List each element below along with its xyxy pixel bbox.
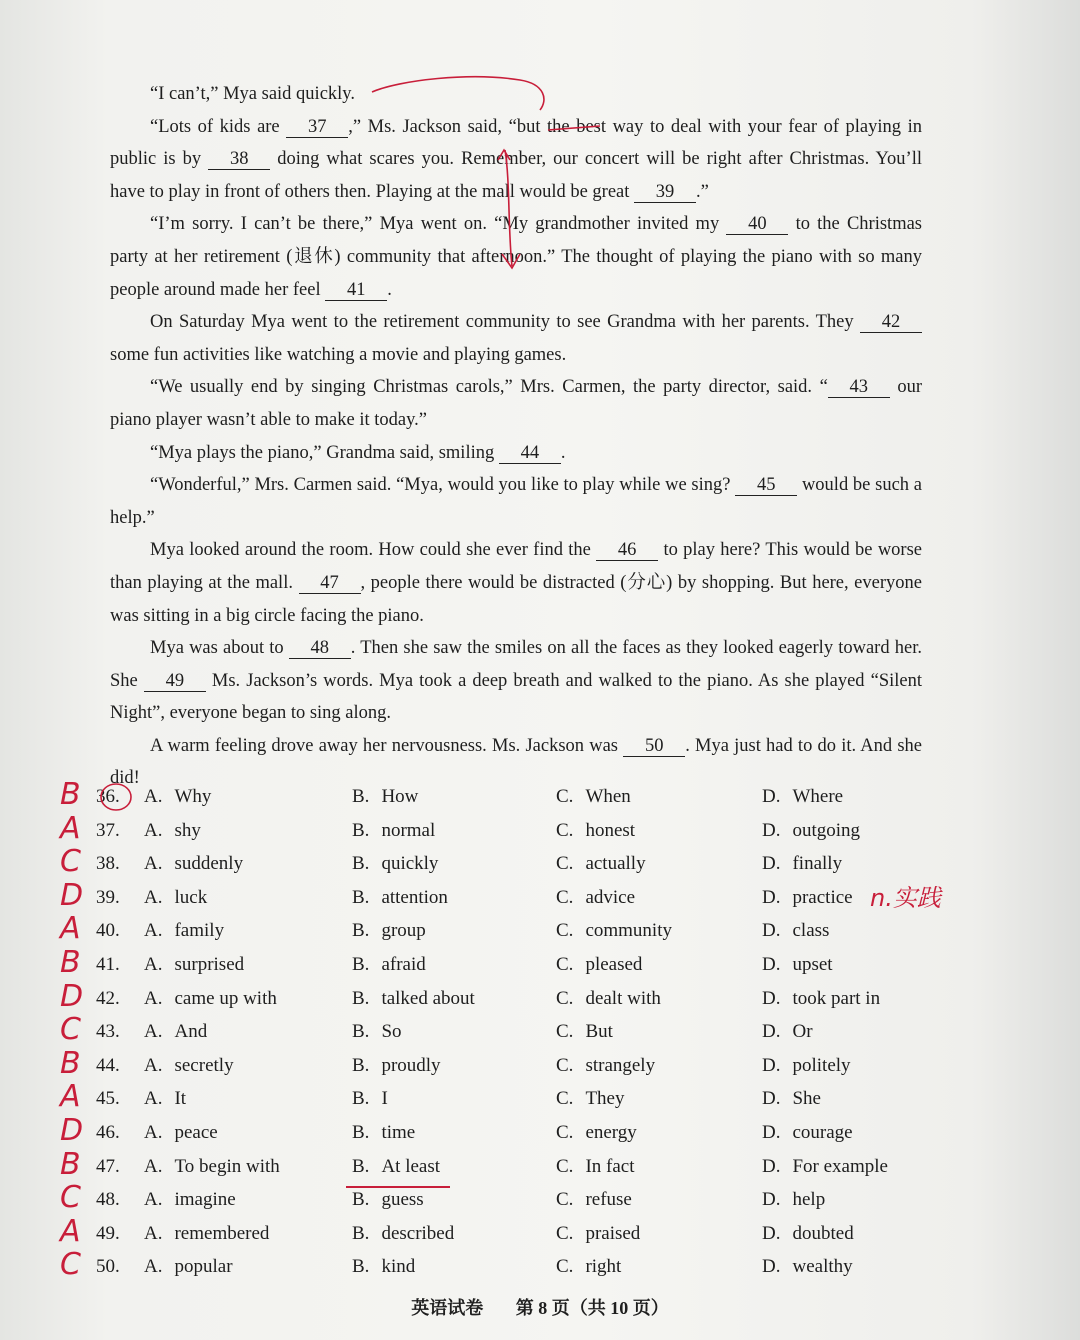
option-letter: B. <box>352 786 370 807</box>
option-letter: C. <box>556 1088 574 1110</box>
footer-page-number: 第 8 页（共 10 页） <box>515 1298 669 1318</box>
paragraph-4 <box>110 306 922 371</box>
option-a[interactable] <box>144 1150 280 1184</box>
option-b[interactable] <box>352 914 426 948</box>
text: ,” Ms. Jackson said, “but the best way to deal with your fear of playing in public is by <box>110 116 922 170</box>
blank-50[interactable]: 50 <box>623 736 685 757</box>
option-b[interactable] <box>352 881 448 915</box>
question-row <box>60 1045 996 1083</box>
option-text: I <box>381 1088 388 1110</box>
option-letter: C. <box>556 1021 574 1043</box>
option-letter: D. <box>762 819 781 841</box>
paragraph-2 <box>110 111 922 209</box>
option-a[interactable] <box>144 780 211 814</box>
option-text: wealthy <box>792 1256 853 1278</box>
option-c[interactable] <box>556 1183 632 1217</box>
option-letter: B. <box>352 1088 370 1110</box>
option-text: took part in <box>792 987 881 1009</box>
option-letter: A. <box>144 1021 163 1043</box>
blank-42[interactable]: 42 <box>860 312 922 333</box>
blank-45[interactable]: 45 <box>735 475 797 496</box>
option-text: They <box>585 1088 625 1110</box>
option-b[interactable] <box>352 1015 402 1049</box>
question-number: 49. <box>96 1222 120 1244</box>
answer-mark: C <box>60 1012 81 1048</box>
question-row <box>60 1180 996 1217</box>
text: On Saturday Mya went to the retirement community to see Grandma with her parents. They <box>150 312 860 333</box>
option-letter: A. <box>144 1054 163 1076</box>
text: Mya looked around the room. How could she ever find the <box>150 540 597 561</box>
option-text: afraid <box>381 953 426 975</box>
question-number: 42. <box>96 987 120 1009</box>
option-text: proudly <box>381 1054 441 1076</box>
answer-mark: B <box>60 1045 81 1081</box>
option-d[interactable] <box>762 1250 853 1284</box>
option-d[interactable] <box>762 1183 825 1217</box>
blank-46[interactable]: 46 <box>596 540 658 561</box>
question-number: 46. <box>96 1121 120 1143</box>
option-letter: D. <box>762 953 781 975</box>
option-c[interactable] <box>556 1250 621 1284</box>
option-b[interactable] <box>352 1250 415 1284</box>
option-letter: B. <box>352 1189 370 1211</box>
question-number: 39. <box>96 886 120 908</box>
option-letter: C. <box>556 1222 574 1244</box>
option-a[interactable] <box>144 1183 236 1217</box>
question-row <box>60 1079 996 1116</box>
option-letter: D. <box>762 1189 781 1211</box>
option-d[interactable] <box>762 1015 813 1049</box>
option-d[interactable] <box>762 881 853 915</box>
option-text: But <box>585 1021 613 1043</box>
option-text: energy <box>585 1121 637 1143</box>
option-letter: C. <box>556 1155 574 1177</box>
option-b[interactable] <box>352 1116 415 1150</box>
option-d[interactable] <box>762 1049 851 1083</box>
option-b[interactable] <box>352 1082 388 1116</box>
question-row <box>60 844 996 881</box>
option-letter: A. <box>144 886 163 908</box>
option-text: class <box>792 920 830 942</box>
text: A warm feeling drove away her nervousness. Ms. Jackson was <box>150 735 624 756</box>
option-b[interactable] <box>352 948 426 982</box>
option-text: imagine <box>174 1189 236 1211</box>
option-text: upset <box>792 953 833 975</box>
option-letter: D. <box>762 853 781 875</box>
question-number: 50. <box>96 1256 120 1278</box>
question-number: 44. <box>96 1054 120 1076</box>
option-d[interactable] <box>762 780 843 814</box>
text: “I’m sorry. I can’t be there,” Mya went on. “My grandmother invited my <box>150 214 727 235</box>
option-letter: A. <box>144 953 163 975</box>
option-text: came up with <box>174 987 277 1009</box>
option-letter: D. <box>762 786 781 807</box>
option-b[interactable] <box>352 1150 440 1184</box>
question-options <box>60 777 996 1284</box>
question-row <box>60 978 996 1016</box>
option-text: refuse <box>585 1189 632 1211</box>
option-a[interactable] <box>144 914 224 948</box>
option-text: Why <box>174 786 212 807</box>
option-text: remembered <box>174 1222 270 1244</box>
option-text: family <box>174 920 225 942</box>
option-a[interactable] <box>144 814 201 848</box>
text: “We usually end by singing Christmas carols,” Mrs. Carmen, the party director, said. “ <box>150 377 828 398</box>
option-text: honest <box>585 819 636 841</box>
answer-mark: B <box>60 944 81 980</box>
option-c[interactable] <box>556 1082 624 1116</box>
option-text: To begin with <box>174 1155 280 1177</box>
question-number: 40. <box>96 920 120 942</box>
option-d[interactable] <box>762 814 860 848</box>
option-b[interactable] <box>352 1049 441 1083</box>
option-letter: D. <box>762 1155 781 1177</box>
option-text: pleased <box>585 953 643 975</box>
option-text: finally <box>792 853 843 875</box>
option-text: community <box>585 920 672 942</box>
option-text: described <box>381 1222 455 1244</box>
option-letter: B. <box>352 819 370 841</box>
text: . <box>387 279 392 300</box>
option-letter: A. <box>144 819 163 841</box>
option-letter: C. <box>556 1054 574 1076</box>
option-text: For example <box>792 1155 888 1177</box>
option-text: In fact <box>585 1155 635 1177</box>
answer-mark: A <box>60 810 81 846</box>
text: , people there would be distracted (分心) by shopping. But here, everyone was sitting in a big circle facing the piano. <box>110 572 922 626</box>
option-letter: A. <box>144 1222 163 1244</box>
option-letter: B. <box>352 1054 370 1076</box>
option-d[interactable] <box>762 847 842 881</box>
option-letter: C. <box>556 786 574 807</box>
option-d[interactable] <box>762 1116 853 1150</box>
option-text: normal <box>381 819 436 841</box>
answer-mark: D <box>60 1112 84 1148</box>
option-a[interactable] <box>144 1116 218 1150</box>
answer-mark: D <box>60 978 84 1014</box>
answer-mark: D <box>60 877 84 913</box>
text: .” <box>696 181 709 202</box>
option-text: How <box>381 786 419 807</box>
question-number: 36. <box>96 786 120 807</box>
paragraph-7 <box>110 469 922 534</box>
option-letter: B. <box>352 987 370 1009</box>
blank-44[interactable]: 44 <box>499 443 561 464</box>
paragraph-8 <box>110 534 922 632</box>
option-c[interactable] <box>556 847 646 881</box>
option-text: secretly <box>174 1054 234 1076</box>
option-letter: B. <box>352 1121 370 1143</box>
question-row <box>60 1012 996 1049</box>
option-c[interactable] <box>556 914 672 948</box>
option-text: doubted <box>792 1222 854 1244</box>
question-row <box>60 944 996 982</box>
blank-48[interactable]: 48 <box>289 638 351 659</box>
option-text: peace <box>174 1121 218 1143</box>
option-text: practice <box>792 886 853 908</box>
option-text: shy <box>174 819 201 841</box>
option-letter: C. <box>556 886 574 908</box>
option-d[interactable] <box>762 1150 888 1184</box>
option-letter: B. <box>352 953 370 975</box>
option-text: When <box>585 786 631 807</box>
option-text: quickly <box>381 853 439 875</box>
option-text: right <box>585 1256 622 1278</box>
text: “Wonderful,” Mrs. Carmen said. “Mya, would you like to play while we sing? <box>150 475 736 496</box>
passage <box>110 78 922 795</box>
option-text: popular <box>174 1256 233 1278</box>
question-number: 45. <box>96 1088 120 1110</box>
paragraph-9 <box>110 632 922 730</box>
option-c[interactable] <box>556 982 661 1016</box>
option-a[interactable] <box>144 881 207 915</box>
option-a[interactable] <box>144 1250 233 1284</box>
text: “I can’t,” Mya said quickly. <box>150 84 355 104</box>
option-a[interactable] <box>144 1082 186 1116</box>
option-letter: D. <box>762 987 781 1009</box>
text: Ms. Jackson’s words. Mya took a deep breath and walked to the piano. As she played “Silent Night”, everyone began to sing along. <box>110 670 922 724</box>
question-row <box>60 1247 996 1284</box>
option-c[interactable] <box>556 881 635 915</box>
option-text: talked about <box>381 987 475 1009</box>
option-letter: B. <box>352 920 370 942</box>
paragraph-3 <box>110 208 922 306</box>
option-letter: A. <box>144 987 163 1009</box>
text: would be such a help.” <box>110 475 922 528</box>
option-a[interactable] <box>144 1217 269 1251</box>
blank-37[interactable]: 37 <box>286 117 348 138</box>
option-d[interactable] <box>762 914 829 948</box>
paragraph-5 <box>110 371 922 436</box>
option-text: luck <box>174 886 208 908</box>
option-a[interactable] <box>144 1015 207 1049</box>
option-letter: C. <box>556 819 574 841</box>
answer-mark: A <box>60 911 81 947</box>
option-b[interactable] <box>352 814 435 848</box>
option-c[interactable] <box>556 1217 640 1251</box>
option-text: time <box>381 1121 416 1143</box>
option-letter: A. <box>144 1088 163 1110</box>
question-row <box>60 911 996 948</box>
option-text: kind <box>381 1256 416 1278</box>
option-d[interactable] <box>762 948 833 982</box>
blank-41[interactable]: 41 <box>325 280 387 301</box>
option-text: outgoing <box>792 819 861 841</box>
option-text: courage <box>792 1121 853 1143</box>
option-letter: C. <box>556 920 574 942</box>
option-c[interactable] <box>556 1049 655 1083</box>
question-row <box>60 777 996 814</box>
question-number: 48. <box>96 1189 120 1211</box>
red-underline <box>346 1186 450 1188</box>
text: . Then she saw the smiles on all the faces as they looked eagerly toward her. She <box>110 638 922 691</box>
option-d[interactable] <box>762 982 880 1016</box>
option-text: So <box>381 1021 402 1043</box>
option-b[interactable] <box>352 982 475 1016</box>
question-row <box>60 1146 996 1184</box>
option-letter: B. <box>352 1256 370 1278</box>
option-a[interactable] <box>144 982 277 1016</box>
answer-mark: C <box>60 844 81 880</box>
question-number: 47. <box>96 1155 120 1177</box>
option-letter: D. <box>762 1222 781 1244</box>
option-letter: D. <box>762 1054 781 1076</box>
option-text: Or <box>792 1021 813 1043</box>
option-d[interactable] <box>762 1082 821 1116</box>
option-b[interactable] <box>352 1217 454 1251</box>
answer-mark: B <box>60 777 81 812</box>
answer-mark: C <box>60 1247 81 1283</box>
text: our piano player wasn’t able to make it today.” <box>110 377 922 430</box>
option-c[interactable] <box>556 1116 637 1150</box>
page-footer <box>0 1294 1080 1320</box>
text: some fun activities like watching a movie and playing games. <box>110 344 567 365</box>
text: doing what scares you. Remember, our concert will be right after Christmas. You’ll have to play in front of others then. Playing at the mall would be great <box>110 149 922 202</box>
option-text: actually <box>585 853 646 875</box>
text: to play here? This would be worse than playing at the mall. <box>110 540 922 593</box>
text: “Mya plays the piano,” Grandma said, smiling <box>150 442 499 463</box>
option-text: She <box>792 1088 821 1110</box>
option-text: suddenly <box>174 853 244 875</box>
blank-43[interactable]: 43 <box>828 377 890 398</box>
option-letter: A. <box>144 1155 163 1177</box>
option-letter: A. <box>144 853 163 875</box>
question-row <box>60 877 996 915</box>
text: to the Christmas party at her retirement (退休) community that afternoon.” The thought of playing the piano with so many people around made her feel <box>110 214 922 300</box>
option-b[interactable] <box>352 1183 424 1217</box>
question-row <box>60 1112 996 1150</box>
option-letter: C. <box>556 1121 574 1143</box>
option-text: attention <box>381 886 448 908</box>
option-text: help <box>792 1189 826 1211</box>
option-letter: B. <box>352 1021 370 1043</box>
option-letter: A. <box>144 1121 163 1143</box>
option-letter: C. <box>556 1256 574 1278</box>
option-letter: B. <box>352 886 370 908</box>
option-letter: D. <box>762 1256 781 1278</box>
option-text: advice <box>585 886 636 908</box>
option-text: politely <box>792 1054 851 1076</box>
option-letter: A. <box>144 920 163 942</box>
option-c[interactable] <box>556 948 642 982</box>
option-c[interactable] <box>556 1015 613 1049</box>
blank-49[interactable]: 49 <box>144 671 206 692</box>
blank-40[interactable]: 40 <box>726 214 788 235</box>
option-text: It <box>174 1088 187 1110</box>
paragraph-6 <box>110 437 922 470</box>
blank-39[interactable]: 39 <box>634 182 696 203</box>
option-c[interactable] <box>556 780 631 814</box>
option-letter: D. <box>762 1121 781 1143</box>
handwritten-note: n.实践 <box>870 884 941 912</box>
option-letter: D. <box>762 1088 781 1110</box>
question-number: 41. <box>96 953 120 975</box>
answer-mark: A <box>60 1079 81 1115</box>
question-row <box>60 1213 996 1251</box>
option-a[interactable] <box>144 1049 234 1083</box>
option-letter: D. <box>762 1021 781 1043</box>
text: “Lots of kids are <box>150 116 287 137</box>
option-text: At least <box>381 1155 441 1177</box>
blank-38[interactable]: 38 <box>208 149 270 170</box>
answer-mark: A <box>60 1213 81 1249</box>
paragraph-1 <box>110 78 922 111</box>
question-number: 37. <box>96 819 120 841</box>
option-text: dealt with <box>585 987 661 1009</box>
option-letter: C. <box>556 987 574 1009</box>
footer-subject: 英语试卷 <box>411 1298 484 1318</box>
option-text: guess <box>381 1189 424 1211</box>
blank-47[interactable]: 47 <box>299 573 361 594</box>
option-letter: B. <box>352 1155 370 1177</box>
question-number: 38. <box>96 853 120 875</box>
option-c[interactable] <box>556 814 635 848</box>
option-letter: A. <box>144 1256 163 1278</box>
option-d[interactable] <box>762 1217 854 1251</box>
answer-mark: B <box>60 1146 81 1182</box>
option-letter: C. <box>556 853 574 875</box>
text: Mya was about to <box>150 638 289 659</box>
option-a[interactable] <box>144 948 244 982</box>
option-text: praised <box>585 1222 641 1244</box>
option-text: And <box>174 1021 208 1043</box>
option-letter: B. <box>352 1222 370 1244</box>
option-text: Where <box>792 786 844 807</box>
option-c[interactable] <box>556 1150 635 1184</box>
question-number: 43. <box>96 1021 120 1043</box>
option-text: group <box>381 920 426 942</box>
option-letter: B. <box>352 853 370 875</box>
text: . <box>560 442 566 463</box>
answer-mark: C <box>60 1180 81 1216</box>
question-row <box>60 810 996 848</box>
option-letter: D. <box>762 920 781 942</box>
option-letter: A. <box>144 786 163 807</box>
option-b[interactable] <box>352 847 438 881</box>
option-letter: C. <box>556 1189 574 1211</box>
option-letter: C. <box>556 953 574 975</box>
option-text: strangely <box>585 1054 656 1076</box>
option-text: surprised <box>174 953 245 975</box>
option-b[interactable] <box>352 780 418 814</box>
option-letter: A. <box>144 1189 163 1211</box>
option-letter: D. <box>762 886 781 908</box>
text: . Mya just had to do it. And she did! <box>110 735 922 789</box>
option-a[interactable] <box>144 847 243 881</box>
